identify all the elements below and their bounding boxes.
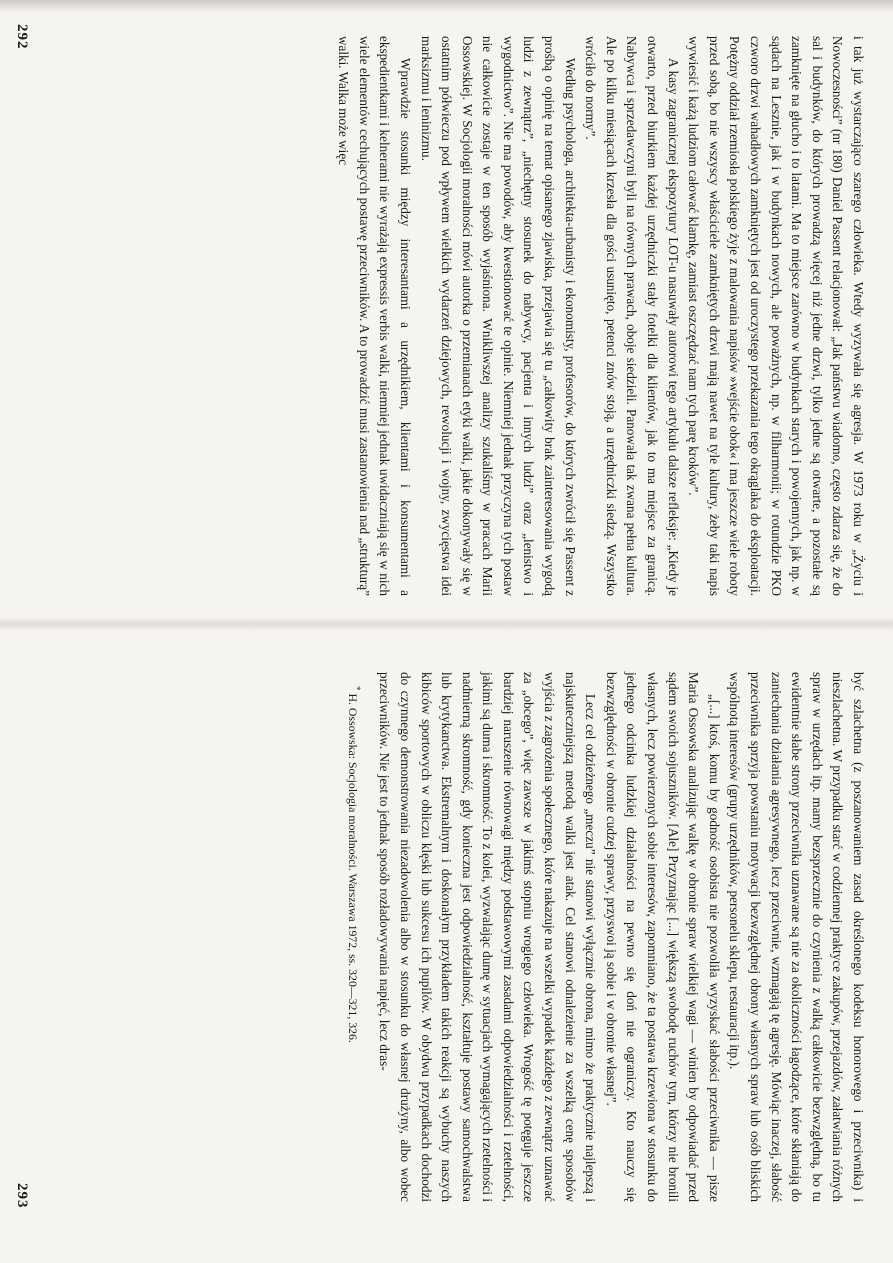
page-293-text (18, 672, 868, 1202)
footnote-marker: * (351, 686, 362, 691)
paragraph: i tak już wystarczająco szarego człowieka. Wtedy wyzywała się agresja. W 1973 roku w „Życiu i Nowoczesności” (nr 180) Daniel Passent relacjonował: „Jak państwu wiadomo, często zdarza się, że do sal i budynków, do których prowadzą więcej niż jedne drzwi, tylko jedne są otwarte, a pozostałe są zamknięte na głucho i to latami. Ma to miejsce zarówno w budynkach starych i powojennych, jak np. w sądach na Lesznie, jak i w budynkach nowych, ale poważnych, np. w filharmonii; w rotundzie PKO czworo drzwi wahadłowych zamkniętych jest od uroczystego przekazania tego okrąglaka do eksploatacji. Potężny oddział rzemiosła polskiego żyje z malowania napisów »wejście obok« i ma jeszcze wiele roboty przed sobą, bo nie wszyscy właściciele zamkniętych drzwi mają nawet na tyle kultury, żeby taki napis wywiesić i każą ludziom całować klamkę, zamiast oszczędzać nam tych parę kroków”. (686, 36, 866, 596)
book-gutter (0, 617, 893, 631)
paragraph: Wprawdzie stosunki między interesantami a urzędnikiem, klientami i konsumentami a ekspedientkami i kelnerami nie wyrażają expressis verbis walki, niemniej jednak uwidaczniają się w nich wiele elementów cechujących postawę przeciwników. A to prowadzić musi zastanowienia nad „strukturą” walki. Walka może więc (336, 36, 413, 596)
paragraph: A kasy zagranicznej ekspozytury LOT-u nasuwały autorowi tego artykułu dalsze refleksje: „Kiedy je otwarto, przed biurkiem każdej urzędniczki stały fotelki dla klientów, jak to ma miejsce za granicą. Nabywca i sprzedawczyni byli na równych prawach, oboje siedzieli. Panowała tak zwana pełna kultura. Ale po kilku miesiącach krzesła dla gości usunięto, petenci znów stoją, a urzędniczki siedzą. Wszystko wróciło do normy”. (583, 36, 681, 596)
paragraph: Według psychologa, architekta-urbanisty i ekonomisty, profesorów, do których zwrócił się Passent z prośbą o opinię na temat opisanego zjawiska, przejawia się tu „całkowity brak zainteresowania wygodą ludzi z zewnątrz”, „niechętny stosunek do nabywcy, pacjenta i innych ludzi” oraz „lenistwo i wygodnictwo”. Nie ma powodów, aby kwestionować te opinie. Niemniej jednak przyczyna tych postaw nie całkowicie zostaje w ten sposób wyjaśniona. Wnikliwszej analizy szukaliśmy w pracach Marii Ossowskiej. W Socjologii moralności mówi autorka o przemianach etyki walki, jakie dokonywały się w ostatnim półwieczu pod wpływem wielkich wydarzeń dziejowych, rewolucji i wojny, zwycięstwa idei marksizmu i leninizmu. (418, 36, 578, 596)
scan-edge (0, 0, 893, 12)
page-number: 292 (14, 24, 30, 50)
footnote-text: H. Ossowska: Socjologia moralności. Warszawa 1972, ss. 320—321, 326. (345, 693, 360, 1043)
paragraph: Lecz cel odzieżnego „meczu” nie stanowi wyłącznie obrona, mimo że praktycznie najlepszą i najskuteczniejszą metodą walki jest atak. Cel stanowi odnalezienie za wszelką cenę sposobów wyjścia z zagrożenia społecznego, które nakazuje na wszelki wypadek każdego z zewnątrz uznawać za „obcego”, więc zawsze w jakimś stopniu wrogiego człowieka. Wrogość tę potęguje jeszcze bardziej naruszenie równowagi między podstawowymi zasadami odpowiedzialności i rzetelności, jakimi są duma i skromność. To z kolei, wyzwalając dumę w sytuacjach wymagających rzetelności i nadmierną skromność, gdy konieczna jest odpowiedzialność, kształtuje postawy samochwalstwa lub krytykanctwa. Ekstremalnym i doskonałym przykładem takich reakcji są wybuchy naszych kibiców sportowych w obliczu klęski lub sukcesu ich pupilów. W obydwu przypadkach dochodzi do czynnego demonstrowania niezadowolenia albo w stosunku do własnej drużyny, albo wobec przeciwników. Nie jest to jednak sposób rozładowywania napięć, lecz dras- (377, 672, 599, 1202)
paragraph: „[...] ktoś, komu by godność osobista nie pozwoliła wyzyskać słabości przeciwnika — pisze Maria Ossowska analizując walkę w obronie spraw wielkiej wagi — winien by odpowiadać przed sądem swoich sojuszników. [Ale] Przyznając [...] większą swobodę ruchów tym, którzy nie bronili własnych, lecz powierzonych sobie interesów, zapomniano, że ta postawa krzewiona w stosunku do jednego odcinka ludzkiej działalności na pewno się doń nie ograniczy. Kto nauczy się bezwzględności w obronie cudzej sprawy, przyswoi ją sobie i w obronie własnej”. (603, 672, 722, 1202)
footnote (344, 672, 366, 1202)
page-number: 293 (14, 1183, 30, 1209)
paragraph: być szlachetna (z poszanowaniem zasad określonego kodeksu honorowego i przeciwnika) i nieszlachetna. W przypadku starć w codziennej praktyce zakupów, przejazdów, załatwiania różnych spraw w urzędach itp. mamy bezsprzecznie do czynienia z walką całkowicie bezwzględną, bo tu ewidentnie słabe strony przeciwnika uznawane są nie za okoliczności łagodzące, które skłaniają do zaniechania działania agresywnego, lecz przeciwnie, wzmagają tę agresję. Mówiąc inaczej, słabość przeciwnika sprzyja powstaniu motywacji bezwzględnej obrony własnych spraw lub osób bliskich wspólnotą interesów (grupy urzędników, personelu sklepu, restauracji itp.). (727, 672, 866, 1202)
page-292-text (18, 36, 868, 596)
